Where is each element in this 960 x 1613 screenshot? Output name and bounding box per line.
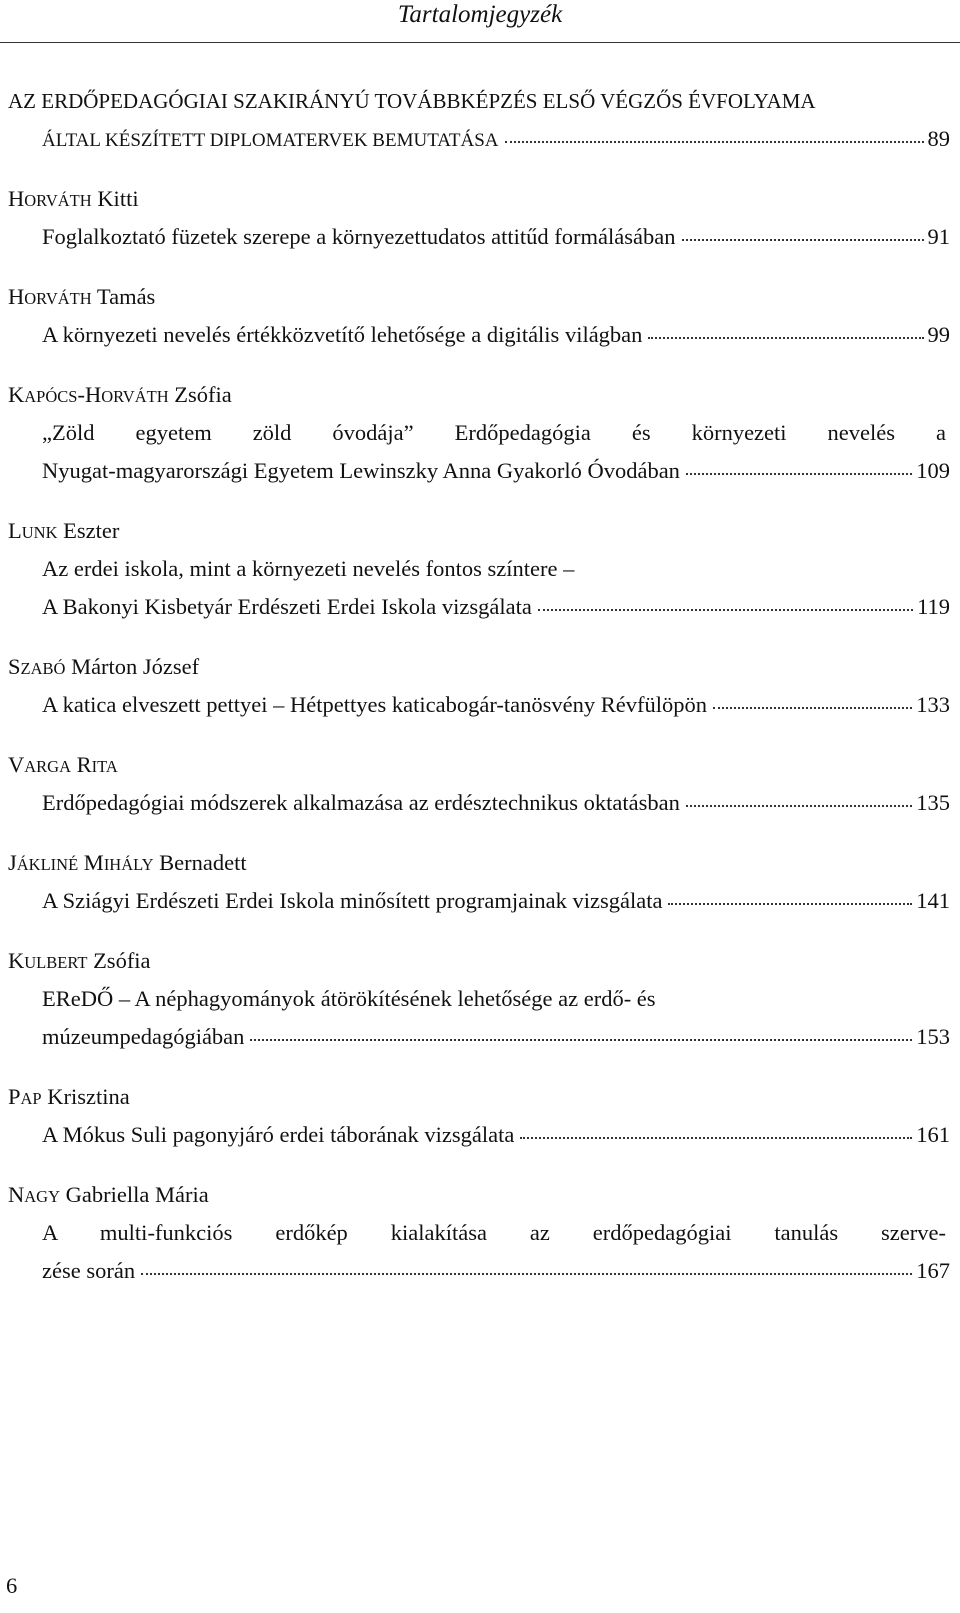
leader-dots [686,805,912,807]
page-ref[interactable]: 119 [917,594,950,619]
leader-dots [141,1273,912,1275]
leader-dots [250,1039,912,1041]
leader-dots [668,903,912,905]
toc-title-line: „Zöld egyetem zöld óvodája” Erdőpedagógia és környezeti nevelés a [42,420,946,445]
toc-entry [0,844,960,920]
toc-title-line: A katica elveszett pettyei – Hétpettyes katicabogár-tanösvény Révfülöpön 133 [0,686,960,724]
toc-entry [0,648,960,724]
page-ref[interactable]: 99 [927,322,950,347]
toc-title-line: A környezeti nevelés értékközvetítő lehetősége a digitális világban 99 [0,316,960,354]
toc-entry [0,82,960,158]
page-ref[interactable]: 141 [916,888,950,913]
leader-dots [520,1137,912,1139]
toc-title-line: A multi-funkciós erdőkép kialakítása az erdőpedagógiai tanulás szerve- [42,1220,946,1245]
toc-title-line: A Bakonyi Kisbetyár Erdészeti Erdei Iskola vizsgálata 119 [0,588,960,626]
leader-dots [505,141,924,143]
toc-entry [0,180,960,256]
toc-author: HORVÁTH Kitti [8,186,139,211]
toc-author: KAPÓCS-HORVÁTH Zsófia [8,382,232,407]
page-ref[interactable]: 135 [916,790,950,815]
toc-title-line: zése során 167 [0,1252,960,1290]
page-number: 6 [6,1573,18,1598]
page-ref[interactable]: 153 [916,1024,950,1049]
toc-title-line: A Sziágyi Erdészeti Erdei Iskola minősített programjainak vizsgálata 141 [0,882,960,920]
leader-dots [682,239,924,241]
toc-entry [0,278,960,354]
toc-title-line: A Mókus Suli pagonyjáró erdei táborának vizsgálata 161 [0,1116,960,1154]
leader-dots [713,707,912,709]
toc-entry [0,1176,960,1290]
header-title: Tartalomjegyzék [397,1,563,28]
toc-title-line: múzeumpedagógiában 153 [0,1018,960,1056]
toc-title-line: EReDŐ – A néphagyományok átörökítésének lehetősége az erdő- és [42,986,656,1011]
toc-title-line: Foglalkoztató füzetek szerepe a környezettudatos attitűd formálásában 91 [0,218,960,256]
leader-dots [686,473,912,475]
toc-author: KULBERT Zsófia [8,948,151,973]
toc-entry [0,746,960,822]
toc-entry [0,376,960,490]
page-ref[interactable]: 89 [927,126,950,151]
toc-section-heading: AZ ERDŐPEDAGÓGIAI SZAKIRÁNYÚ TOVÁBBKÉPZÉS ELSŐ VÉGZŐS ÉVFOLYAMA [8,89,816,113]
toc-title-line: Erdőpedagógiai módszerek alkalmazása az erdésztechnikus oktatásban 135 [0,784,960,822]
toc-entry [0,1078,960,1154]
table-of-contents [0,82,960,1312]
toc-title-line: ÁLTAL KÉSZÍTETT DIPLOMATERVEK BEMUTATÁSA 89 [0,120,960,158]
leader-dots [648,337,923,339]
toc-entry [0,512,960,626]
page-ref[interactable]: 161 [916,1122,950,1147]
page-ref[interactable]: 109 [916,458,950,483]
toc-author: JÁKLINÉ MIHÁLY Bernadett [8,850,247,875]
toc-author: LUNK Eszter [8,518,120,543]
toc-author: HORVÁTH Tamás [8,284,156,309]
page-ref[interactable]: 167 [916,1258,950,1283]
toc-author: NAGY Gabriella Mária [8,1182,209,1207]
leader-dots [538,609,913,611]
toc-author: PAP Krisztina [8,1084,130,1109]
page-ref[interactable]: 133 [916,692,950,717]
running-header [0,0,960,43]
toc-title-line: Nyugat-magyarországi Egyetem Lewinszky Anna Gyakorló Óvodában 109 [0,452,960,490]
toc-author: VARGA RITA [8,752,118,777]
toc-author: SZABÓ Márton József [8,654,200,679]
toc-title-line: Az erdei iskola, mint a környezeti nevelés fontos színtere – [42,556,575,581]
page-ref[interactable]: 91 [927,224,950,249]
toc-entry [0,942,960,1056]
